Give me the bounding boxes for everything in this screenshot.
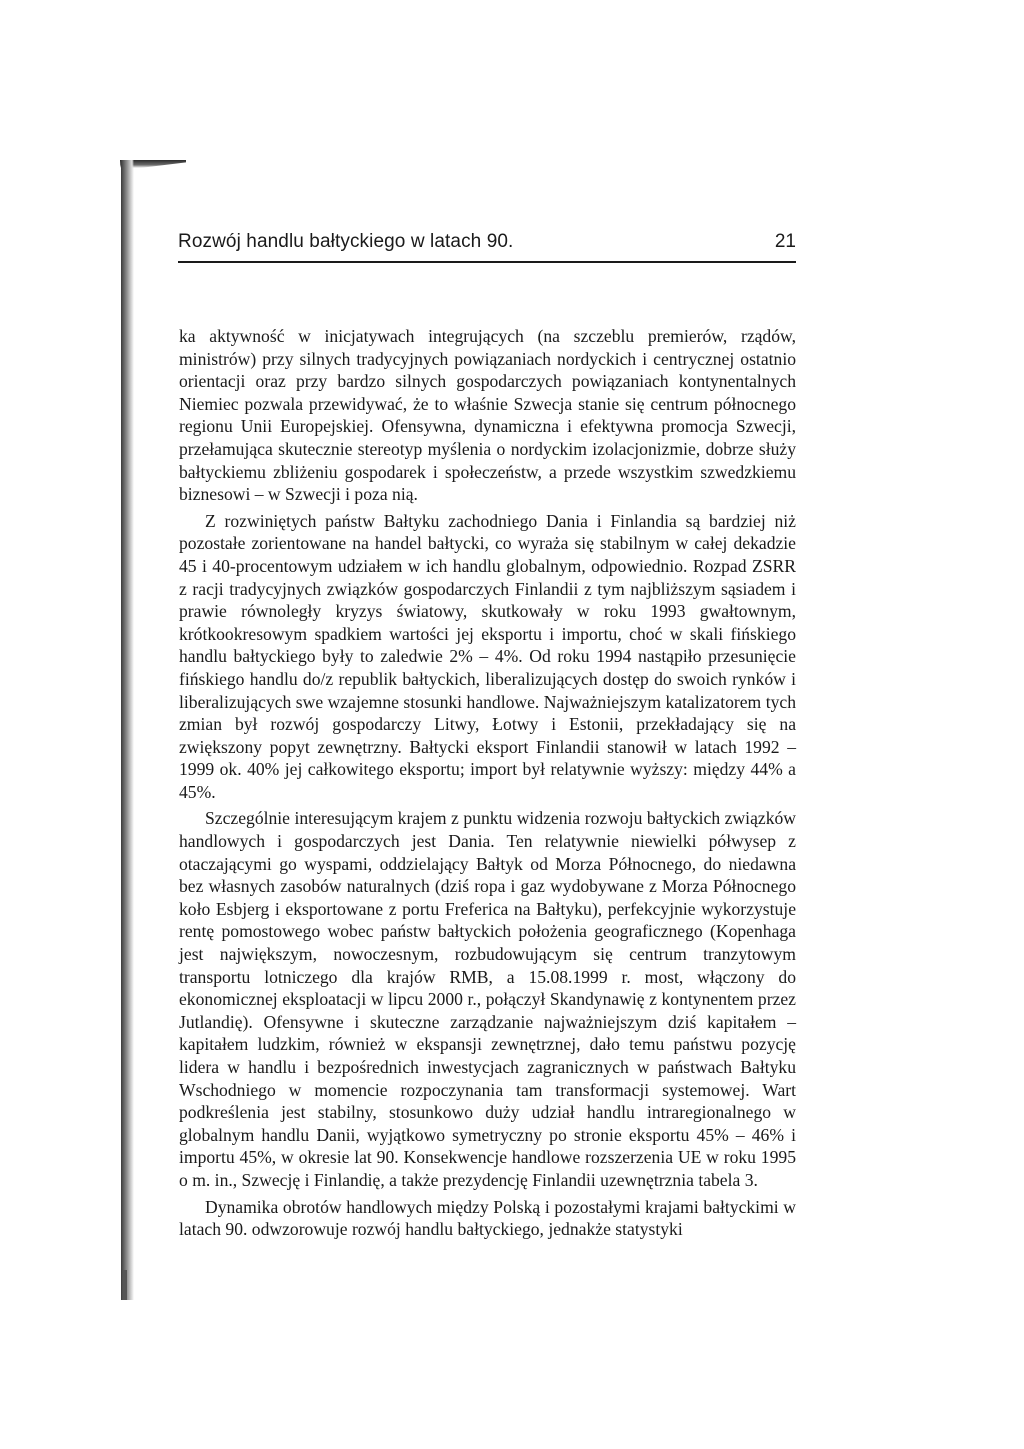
running-title: Rozwój handlu bałtyckiego w latach 90. [178, 231, 514, 252]
body-text [179, 325, 796, 1241]
paragraph-poland: Dynamika obrotów handlowych między Polską i pozostałymi krajami bałtyckimi w latach 90. odwzorowuje rozwój handlu bałtyckiego, jednakże statystyki [179, 1196, 796, 1240]
paragraph-denmark-finland: Z rozwiniętych państw Bałtyku zachodniego Dania i Finlandia są bardziej niż pozostałe zorientowane na handel bałtycki, co wyraża się stabilnym w całej dekadzie 45 i 40-procentowym udziałem w ich handlu globalnym, odpowiednio. Rozpad ZSRR z racji tradycyjnych związków gospodarczych Finlandii z tym najbliższym sąsiadem i prawie równoległy kryzys światowy, skutkowały w roku 1993 gwałtownym, krótkookresowym spadkiem wartości jej eksportu i importu, choć w skali fińskiego handlu bałtyckiego były to zaledwie 2% – 4%. Od roku 1994 nastąpiło przesunięcie fińskiego handlu do/z republik bałtyckich, liberalizujących dostęp do swoich rynków i liberalizujących swe wzajemne stosunki handlowe. Najważniejszym katalizatorem tych zmian był rozwój gospodarczy Litwy, Łotwy i Estonii, przekładający się na zwiększony popyt zewnętrzny. Bałtycki eksport Finlandii stanowił w latach 1992 –1999 ok. 40% jej całkowitego eksportu; import był relatywnie wyższy: między 44% a 45%. [179, 510, 796, 802]
paragraph-continued: ka aktywność w inicjatywach integrujących (na szczeblu premierów, rządów, ministrów) przy silnych tradycyjnych powiązaniach nordyckich i centrycznej ostatnio orientacji oraz przy bardzo silnych gospodarczych powiązaniach kontynentalnych Niemiec pozwala przewidywać, że to właśnie Szwecja stanie się centrum północnego regionu Unii Europejskiej. Ofensywna, dynamiczna i efektywna promocja Szwecji, przełamująca skutecznie stereotyp myślenia o nordyckim izolacjonizmie, dobrze służy bałtyckiemu zbliżeniu gospodarek i społeczeństw, a przede wszystkim szwedzkiemu biznesowi – w Szwecji i poza nią. [179, 326, 796, 505]
scan-shadow-left-lower [123, 1270, 127, 1300]
page-number: 21 [774, 231, 796, 252]
scan-shadow-left [121, 160, 134, 1300]
paragraph-denmark: Szczególnie interesującym krajem z punktu widzenia rozwoju bałtyckich związków handlowych i gospodarczych jest Dania. Ten relatywnie niewielki półwysep z otaczającymi go wyspami, oddzielający Bałtyk od Morza Północnego, do niedawna bez własnych zasobów naturalnych (dziś ropa i gaz wydobywane z Morza Północnego koło Esbjerg i eksportowane z portu Freferica na Bałtyku), perfekcyjnie wykorzystuje rentę pomostowego wobec państw bałtyckich położenia geograficznego (Kopenhaga jest największym, nowoczesnym, rozbudowującym się centrum tranzytowym transportu lotniczego dla krajów RMB, a 15.08.1999 r. most, włączony do ekonomicznej eksploatacji w lipcu 2000 r., połączył Skandynawię z kontynentem przez Jutlandię). Ofensywne i skuteczne zarządzanie najważniejszym dziś kapitałem – kapitałem ludzkim, również w ekspansji zewnętrznej, dało temu państwu pozycję lidera w handlu i bezpośrednich inwestycjach zagranicznych w państwach Bałtyku Wschodniego w momencie rozpoczynania tam transformacji systemowej. Wart podkreślenia jest stabilny, stosunkowo duży udział handlu intraregionalnego w globalnym handlu Danii, wyjątkowo symetryczny po stronie eksportu 45% – 46% i importu 45%, w okresie lat 90. Konsekwencje handlowe rozszerzenia UE w roku 1995 o m. in., Szwecję i Finlandię, a także prezydencję Finlandii uzewnętrznia tabela 3. [179, 808, 796, 1190]
running-header [178, 231, 796, 263]
